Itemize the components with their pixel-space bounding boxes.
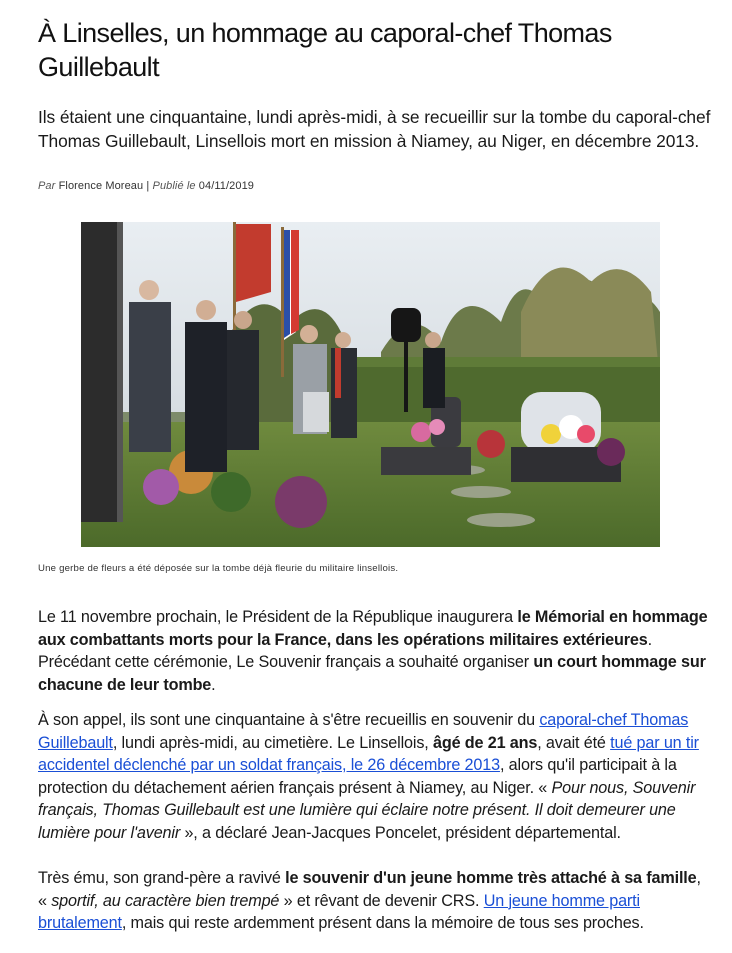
p2-quote: Pour nous, Souvenir français, Thomas Guillebault est une lumière qui éclaire notre présent. Il doit demeurer une lumière pour l'avenir — [38, 778, 696, 842]
ceremony-photo-illustration — [81, 222, 660, 547]
p3-text-3: » et rêvant de devenir CRS. — [279, 891, 484, 910]
p1-text-1: Le 11 novembre prochain, le Président de la République inaugurera — [38, 608, 518, 626]
link-jeune-homme[interactable]: Un jeune homme parti brutalement — [38, 891, 640, 932]
p3-text-4: , mais qui reste ardemment présent dans la mémoire de tous ses proches. — [121, 914, 644, 932]
p1-text-3: . — [211, 675, 216, 694]
p3-bold-1: le souvenir d'un jeune homme très attaché à sa famille — [285, 869, 697, 887]
p3-text-1: Très ému, son grand-père a ravivé — [38, 869, 286, 887]
p2-text-5: », a déclaré Jean-Jacques Poncelet, président départemental. — [180, 823, 621, 842]
p1-text-2: . Précédant cette cérémonie, Le Souvenir français a souhaité organiser — [38, 630, 652, 671]
link-tir-accidentel[interactable]: tué par un tir accidentel déclenché par un soldat français, le 26 décembre 2013 — [38, 733, 699, 774]
link-caporal-chef[interactable]: caporal-chef Thomas Guillebault — [38, 711, 689, 752]
article-lead: Ils étaient une cinquantaine, lundi après-midi, à se recueillir sur la tombe du caporal-chef Thomas Guillebault, Linsellois mort en mission à Niamey, au Niger, en décembre 2013. — [38, 107, 711, 151]
p3-quote: sportif, au caractère bien trempé — [51, 891, 280, 910]
p2-text-1: À son appel, ils sont une cinquantaine à s'être recueillis en souvenir du — [38, 711, 540, 729]
p3-text-2: , « — [38, 869, 701, 910]
byline-published-prefix: Publié le — [152, 180, 196, 192]
byline-author: Florence Moreau — [58, 180, 144, 192]
p2-text-3: , avait été — [537, 733, 611, 752]
paragraph-2 — [38, 709, 710, 844]
byline-separator: | — [146, 180, 150, 192]
p1-bold-1: le Mémorial en hommage aux combattants morts pour la France, dans les opérations militaires extérieures — [38, 608, 708, 649]
p2-text-2: , lundi après-midi, au cimetière. Le Linsellois, — [112, 733, 433, 752]
paragraph-3 — [38, 867, 710, 935]
paragraph-1 — [38, 606, 710, 696]
article-title: À Linselles, un hommage au caporal-chef Thomas Guillebault — [38, 18, 612, 82]
p2-bold-1: âgé de 21 ans — [433, 733, 538, 752]
p2-text-4: , alors qu'il participait à la protection du détachement aérien français présent à Niamey, au Niger. « — [38, 756, 677, 797]
byline-by-prefix: Par — [38, 180, 56, 192]
p1-bold-2: un court hommage sur chacune de leur tombe — [38, 653, 706, 694]
article-byline — [38, 180, 254, 192]
article-photo — [81, 222, 660, 547]
photo-caption: Une gerbe de fleurs a été déposée sur la tombe déjà fleurie du militaire linsellois. — [38, 563, 399, 574]
byline-date: 04/11/2019 — [198, 180, 255, 192]
